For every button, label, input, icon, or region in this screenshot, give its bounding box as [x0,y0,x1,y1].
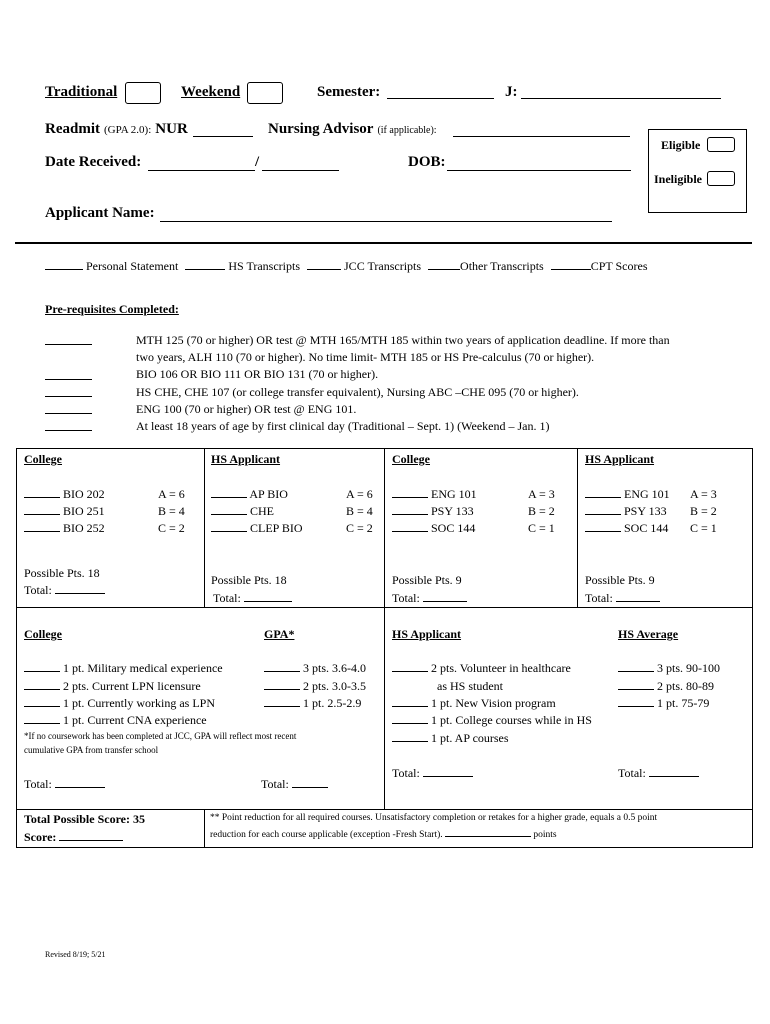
hs-field[interactable] [392,671,428,672]
date-received-field-2[interactable] [262,170,339,171]
other-transcripts-field[interactable] [428,269,460,270]
course-field[interactable] [211,514,247,515]
gpa-footnote: *If no coursework has been completed at JCC, GPA will reflect most recent [24,731,297,741]
course-field[interactable] [392,531,428,532]
course-name: ENG 101 [431,487,477,501]
course-name: AP BIO [249,487,288,501]
total-label: Total: [261,777,289,791]
course-field[interactable] [585,514,621,515]
reduction-note: reduction for each course applicable (exception -Fresh Start). [210,830,443,840]
experience-field[interactable] [24,723,60,724]
dob-label: DOB: [408,154,446,170]
total-label: Total: [618,766,646,780]
total-label: Total: [392,591,420,605]
avg-item: 3 pts. 90-100 [657,661,720,675]
total-label: Total: [392,766,420,780]
total-field[interactable] [55,593,105,594]
course-field[interactable] [392,497,428,498]
nursing-advisor-label: Nursing Advisor [268,121,374,137]
prereq-item: two years, ALH 110 (70 or higher). No time limit- MTH 185 or HS Pre-calculus (70 or higher). [136,350,595,364]
cpt-scores-label: CPT Scores [590,259,648,273]
dob-field[interactable] [447,170,631,171]
total-field[interactable] [423,776,473,777]
hs-field[interactable] [392,723,428,724]
possible-points: Possible Pts. 9 [585,573,655,587]
avg-item: 2 pts. 80-89 [657,679,714,693]
gpa-field[interactable] [264,689,300,690]
weekend-label: Weekend [181,84,241,100]
eligible-checkbox[interactable] [707,137,735,152]
total-field[interactable] [244,601,292,602]
total-field[interactable] [55,787,105,788]
prereq-item: At least 18 years of age by first clinical day (Traditional – Sept. 1) (Weekend – Jan. 1) [136,419,550,433]
gpa-item: 1 pt. 2.5-2.9 [303,696,362,710]
reduction-note: ** Point reduction for all required courses. Unsatisfactory completion or retakes for a higher grade, equals a 0.5 point [210,813,658,823]
course-field[interactable] [585,497,621,498]
grade-points: A = 3 [690,487,717,501]
points-label: points [533,830,557,840]
hs-field[interactable] [392,706,428,707]
course-field[interactable] [585,531,621,532]
gpa-item: 3 pts. 3.6-4.0 [303,661,366,675]
grid-divider [577,448,578,608]
points-field[interactable] [445,836,531,837]
possible-points: Possible Pts. 18 [24,566,100,580]
semester-field[interactable] [387,98,494,99]
prereq-title: Pre-requisites Completed: [45,302,179,316]
hs-bio-title: HS Applicant [211,452,281,466]
grid-divider [384,448,385,608]
prereq-check-2[interactable] [45,379,92,380]
course-name: CHE [250,504,274,518]
grade-points: B = 2 [528,504,555,518]
grade-points: C = 2 [346,521,373,535]
gpa-field[interactable] [264,706,300,707]
header-divider [15,242,752,244]
revised-date: Revised 8/19; 5/21 [45,950,106,959]
grade-points: B = 4 [158,504,185,518]
hs-item: 1 pt. AP courses [431,731,509,745]
grade-points: C = 1 [690,521,717,535]
experience-item: 1 pt. Currently working as LPN [63,696,215,710]
grade-points: A = 6 [158,487,185,501]
course-field[interactable] [24,531,60,532]
total-field[interactable] [616,601,660,602]
gpa-footnote: cumulative GPA from transfer school [24,745,159,755]
course-field[interactable] [392,514,428,515]
jcc-transcripts-field[interactable] [307,269,341,270]
grade-points: A = 6 [346,487,373,501]
total-label: Total: [585,591,613,605]
course-field[interactable] [211,531,247,532]
date-received-field-1[interactable] [148,170,255,171]
other-transcripts-label: Other Transcripts [460,259,544,273]
college-experience-title: College [24,627,62,641]
readmit-label: Readmit [45,121,100,137]
experience-field[interactable] [24,671,60,672]
course-name: ENG 101 [624,487,670,501]
grid-divider [204,809,205,848]
possible-points: Possible Pts. 9 [392,573,462,587]
prereq-item: BIO 106 OR BIO 111 OR BIO 131 (70 or higher). [136,367,379,381]
applicant-name-label: Applicant Name: [45,205,155,221]
date-slash: / [255,154,260,170]
hs-transcripts-label: HS Transcripts [228,259,301,273]
grade-points: A = 3 [528,487,555,501]
avg-item: 1 pt. 75-79 [657,696,710,710]
course-name: CLEP BIO [250,521,303,535]
prereq-check-5[interactable] [45,430,92,431]
course-name: PSY 133 [431,504,474,518]
personal-statement-label: Personal Statement [86,259,179,273]
eligibility-box [648,129,747,213]
j-label: J: [505,84,518,100]
weekend-checkbox[interactable] [247,82,283,104]
readmit-row [45,120,188,138]
nur-field[interactable] [193,136,253,137]
prereq-check-3[interactable] [45,396,92,397]
course-name: SOC 144 [624,521,669,535]
score-field[interactable] [59,840,123,841]
experience-item: 1 pt. Military medical experience [63,661,223,675]
grade-points: C = 2 [158,521,185,535]
course-name: BIO 202 [63,487,105,501]
docs-row [45,259,648,274]
avg-field[interactable] [618,689,654,690]
advisor-row [268,120,437,138]
hs-average-title: HS Average [618,627,679,641]
course-name: BIO 251 [63,504,105,518]
prereq-item: ENG 100 (70 or higher) OR test @ ENG 101. [136,402,357,416]
course-field[interactable] [211,497,247,498]
total-field[interactable] [649,776,699,777]
hs-item: as HS student [437,679,503,693]
hs-item: 1 pt. New Vision program [431,696,556,710]
traditional-label: Traditional [45,84,118,100]
grade-points: B = 4 [346,504,373,518]
experience-item: 2 pts. Current LPN licensure [63,679,201,693]
experience-field[interactable] [24,689,60,690]
prereq-item: HS CHE, CHE 107 (or college transfer equivalent), Nursing ABC –CHE 095 (70 or higher). [136,385,579,399]
jcc-transcripts-label: JCC Transcripts [344,259,422,273]
ineligible-label: Ineligible [654,172,703,186]
date-received-label: Date Received: [45,154,142,170]
total-field[interactable] [292,787,328,788]
j-field[interactable] [521,98,721,99]
prereq-check-1[interactable] [45,344,92,345]
nur-label: NUR [155,121,188,137]
college-eng-title: College [392,452,430,466]
grade-points: C = 1 [528,521,555,535]
prereq-check-4[interactable] [45,413,92,414]
personal-statement-field[interactable] [45,269,83,270]
experience-field[interactable] [24,706,60,707]
course-name: BIO 252 [63,521,105,535]
gpa-field[interactable] [264,671,300,672]
course-field[interactable] [24,514,60,515]
hs-item: 1 pt. College courses while in HS [431,713,592,727]
course-name: SOC 144 [431,521,476,535]
hs-transcripts-field[interactable] [185,269,225,270]
semester-label: Semester: [317,84,381,100]
eligible-label: Eligible [661,138,701,152]
ineligible-checkbox[interactable] [707,171,735,186]
course-name: PSY 133 [624,504,667,518]
possible-points: Possible Pts. 18 [211,573,287,587]
cpt-scores-field[interactable] [551,269,591,270]
avg-field[interactable] [618,706,654,707]
gpa-item: 2 pts. 3.0-3.5 [303,679,366,693]
hs-field[interactable] [392,741,428,742]
prereq-item: MTH 125 (70 or higher) OR test @ MTH 165/MTH 185 within two years of application deadline. If more than [136,333,670,347]
total-label: Total: [213,591,241,605]
total-label: Total: [24,583,52,597]
gpa-note: (GPA 2.0): [104,124,152,136]
hs-applicant-title: HS Applicant [392,627,462,641]
grid-divider [204,448,205,608]
score-label: Score: [24,830,57,844]
total-field[interactable] [423,601,467,602]
grid-divider [384,608,385,810]
nursing-advisor-field[interactable] [453,136,630,137]
college-bio-title: College [24,452,62,466]
total-possible-score: Total Possible Score: 35 [24,812,146,826]
applicant-name-field[interactable] [160,221,612,222]
experience-item: 1 pt. Current CNA experience [63,713,207,727]
hs-eng-title: HS Applicant [585,452,655,466]
avg-field[interactable] [618,671,654,672]
grade-points: B = 2 [690,504,717,518]
if-applicable-note: (if applicable): [377,125,437,136]
gpa-title: GPA* [264,627,295,641]
total-label: Total: [24,777,52,791]
traditional-checkbox[interactable] [125,82,161,104]
course-field[interactable] [24,497,60,498]
hs-item: 2 pts. Volunteer in healthcare [431,661,571,675]
